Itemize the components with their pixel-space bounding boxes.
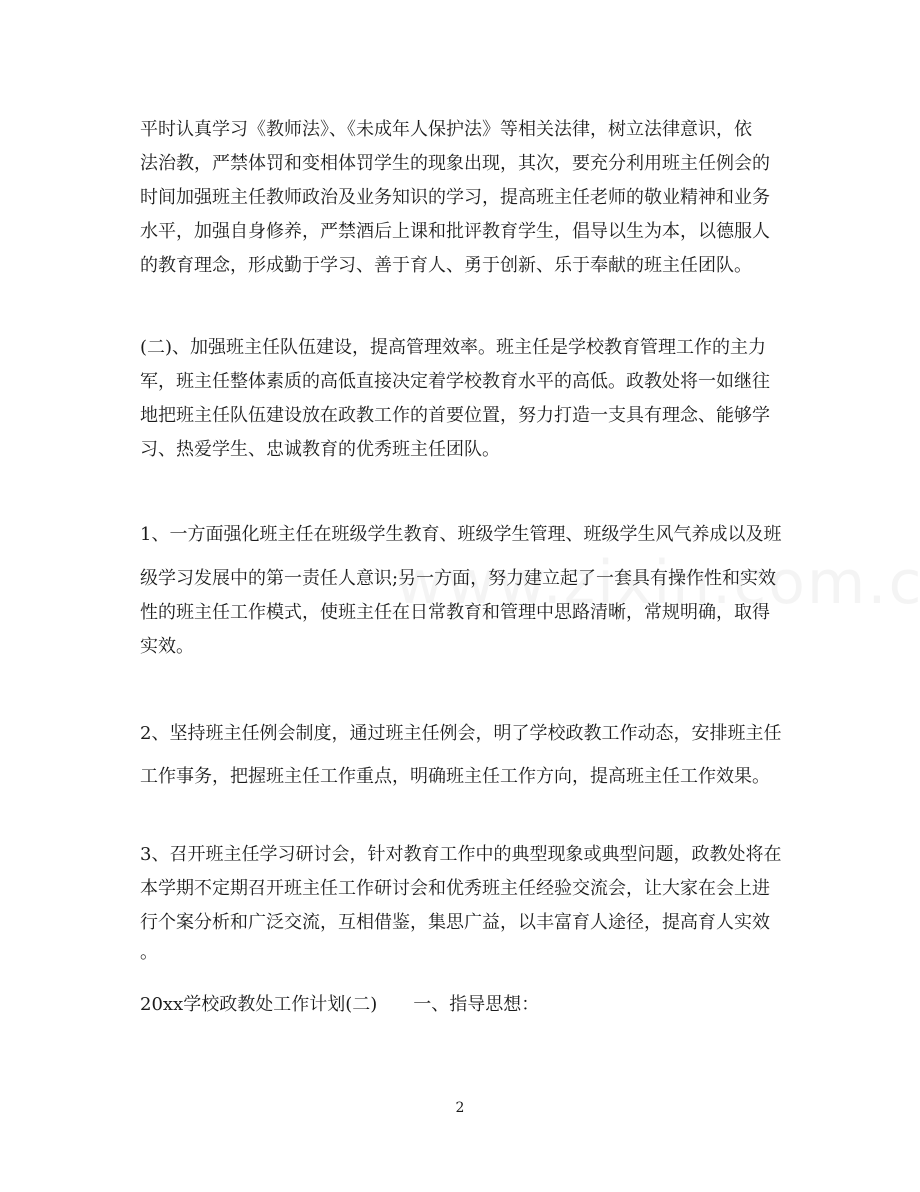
text-line: 3、召开班主任学习研讨会，针对教育工作中的典型现象或典型问题，政教处将在 [140,844,782,865]
paragraph-team-building [140,331,785,467]
section-heading: 一、指导思想： [413,994,540,1015]
text-line: 习、热爱学生、忠诚教育的优秀班主任团队。 [140,439,500,460]
text-line: 军，班主任整体素质的高低直接决定着学校教育水平的高低。政教处将一如继往 [140,371,770,392]
text-line: 性的班主任工作模式，使班主任在日常教育和管理中思路清晰，常规明确，取得 [140,602,770,623]
closing-line [140,988,785,1022]
paragraph-item-3 [140,838,785,966]
text-line: 时间加强班主任教师政治及业务知识的学习，提高班主任老师的敬业精神和业务 [140,187,770,208]
text-line: 地把班主任队伍建设放在政教工作的首要位置，努力打造一支具有理念、能够学 [140,405,770,426]
text-line: 。 [140,942,158,963]
paragraph-item-2 [140,717,785,794]
text-line: 本学期不定期召开班主任工作研讨会和优秀班主任经验交流会，让大家在会上进 [140,878,770,899]
paragraph-item-1 [140,518,785,664]
text-line: 行个案分析和广泛交流，互相借鉴，集思广益，以丰富育人途径，提高育人实效 [140,912,770,933]
text-line: 水平，加强自身修养，严禁酒后上课和批评教育学生，倡导以生为本，以德服人 [140,221,770,242]
text-line: 工作事务，把握班主任工作重点，明确班主任工作方向，提高班主任工作效果。 [140,766,770,787]
text-line: 平时认真学习《教师法》、《未成年人保护法》等相关法律，树立法律意识，依 [140,119,752,140]
text-line: (二)、加强班主任队伍建设，提高管理效率。班主任是学校教育管理工作的主力 [140,337,767,358]
text-line: 的教育理念，形成勤于学习、善于育人、勇于创新、乐于奉献的班主任团队。 [140,255,752,276]
text-line: 实效。 [140,636,194,657]
plan-title: 20xx学校政教处工作计划(二) [140,994,378,1015]
text-line: 2、坚持班主任例会制度，通过班主任例会，明了学校政教工作动态，安排班主任 [140,723,782,744]
page-number: 2 [455,1100,465,1116]
text-line: 法治教，严禁体罚和变相体罚学生的现象出现，其次，要充分利用班主任例会的 [140,153,770,174]
paragraph-law-study [140,113,785,283]
text-line: 级学习发展中的第一责任人意识;另一方面，努力建立起了一套具有操作性和实效 [140,568,777,589]
text-line: 1、一方面强化班主任在班级学生教育、班级学生管理、班级学生风气养成以及班 [140,524,782,545]
